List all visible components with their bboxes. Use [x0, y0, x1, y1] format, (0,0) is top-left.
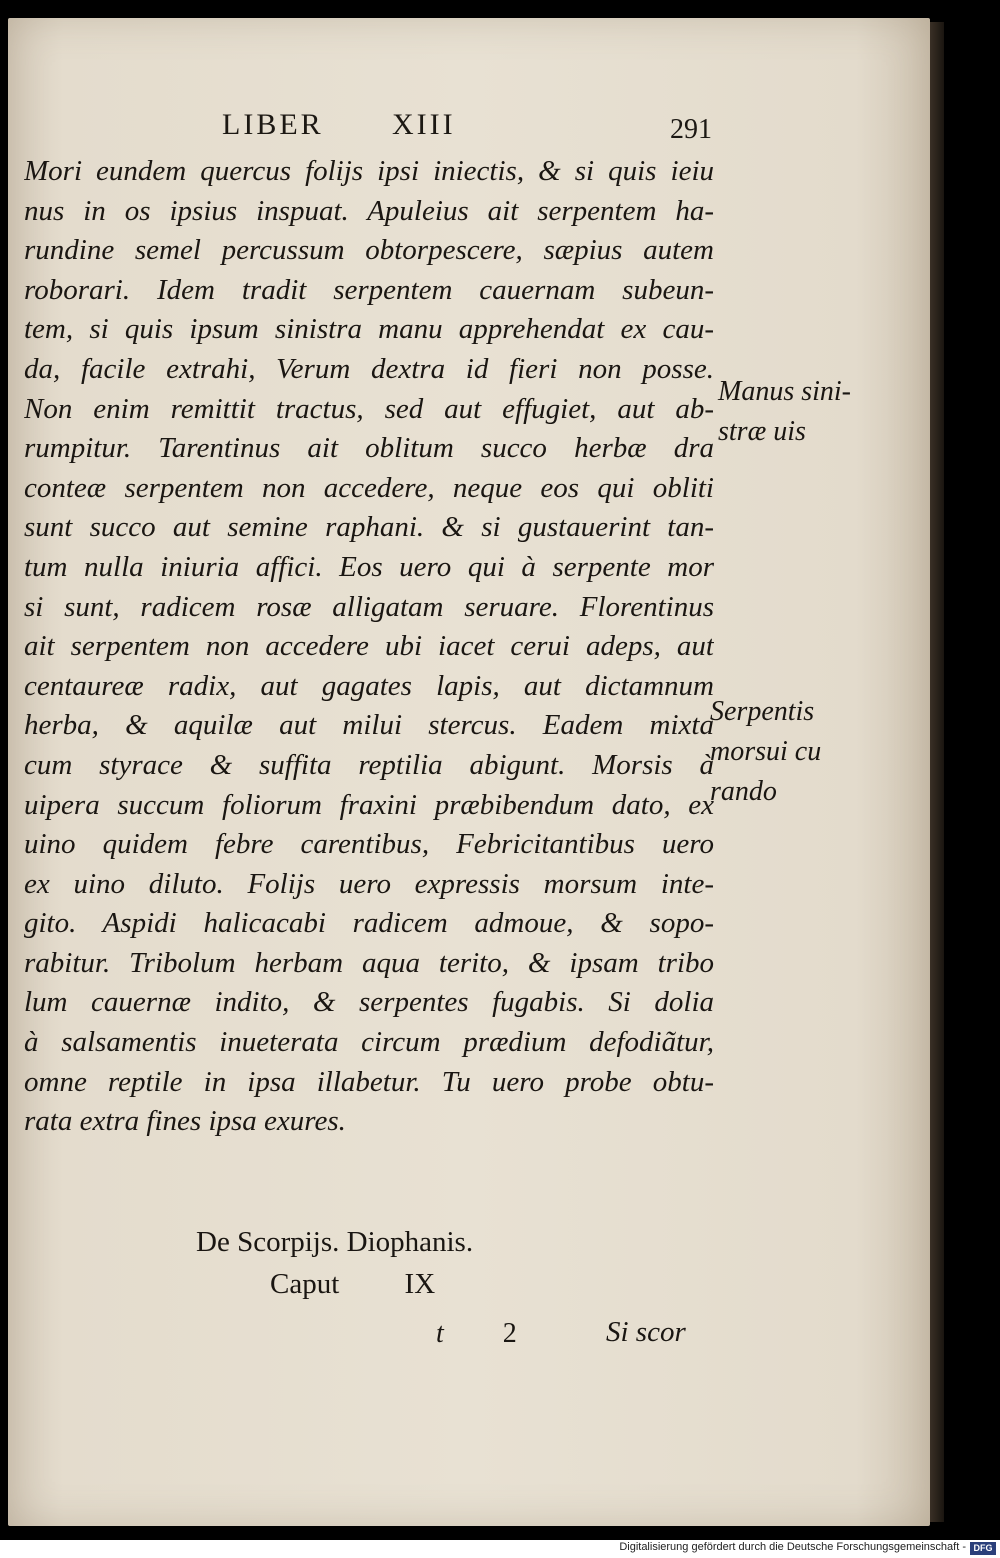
- text-line: Mori eundem quercus folijs ipsi iniectis, & si quis ieiu: [24, 155, 714, 187]
- text-line: uipera succum foliorum fraxini præbibendum dato, ex: [24, 788, 714, 821]
- signature-number: 2: [502, 1318, 517, 1349]
- catchword: Si scor: [606, 1316, 686, 1348]
- text-line: cum styrace & suffita reptilia abigunt. Morsis à: [24, 748, 714, 781]
- chapter-number: [270, 1268, 435, 1301]
- caput-label: Caput: [270, 1268, 340, 1300]
- dfg-logo-icon: DFG: [970, 1542, 996, 1555]
- signature-letter: t: [436, 1318, 444, 1349]
- text-line: sunt succo aut semine raphani. & si gustauerint tan-: [24, 511, 714, 544]
- header-liber: LIBER: [222, 108, 324, 141]
- text-line: rundine semel percussum obtorpescere, sæpius autem: [24, 234, 714, 267]
- signature-mark: [436, 1318, 517, 1350]
- marginal-note-line: morsui cu: [710, 736, 822, 767]
- marginal-note-manus: [718, 372, 851, 452]
- text-line: gito. Aspidi halicacabi radicem admoue, & sopo-: [24, 907, 714, 940]
- text-line: si sunt, radicem rosæ alligatam seruare. Florentinus: [24, 590, 714, 623]
- text-line: conteæ serpentem non accedere, neque eos qui obliti: [24, 471, 714, 504]
- text-line: herba, & aquilæ aut milui stercus. Eadem mixta: [24, 709, 714, 742]
- chapter-title: De Scorpijs. Diophanis.: [196, 1226, 474, 1258]
- footer-credit: Digitalisierung gefördert durch die Deutsche Forschungsgemeinschaft -: [619, 1541, 966, 1553]
- text-line: Non enim remittit tractus, sed aut effugiet, aut ab-: [24, 392, 714, 425]
- running-header: [222, 108, 712, 148]
- body-text: [24, 152, 714, 1142]
- marginal-note-serpentis: [710, 692, 821, 812]
- text-line: da, facile extrahi, Verum dextra id fieri non posse.: [24, 352, 714, 385]
- text-line: uino quidem febre carentibus, Febricitantibus uero: [24, 828, 714, 861]
- text-line: lum cauernæ indito, & serpentes fugabis. Si dolia: [24, 986, 714, 1019]
- text-line: à salsamentis inueterata circum prædium defodiãtur,: [24, 1026, 714, 1059]
- footer-bar: [0, 1540, 1000, 1558]
- header-book-number: XIII: [392, 108, 456, 141]
- caput-number: IX: [404, 1268, 436, 1300]
- page-number: 291: [670, 114, 712, 145]
- text-line: roborari. Idem tradit serpentem cauernam subeun-: [24, 273, 714, 306]
- text-line: rumpitur. Tarentinus ait oblitum succo herbæ dra: [24, 432, 714, 465]
- text-line: nus in os ipsius inspuat. Apuleius ait serpentem ha-: [24, 194, 714, 227]
- text-line: rata extra fines ipsa exures.: [24, 1105, 346, 1138]
- text-line: rabitur. Tribolum herbam aqua terito, & ipsam tribo: [24, 946, 714, 979]
- text-line: ex uino diluto. Folijs uero expressis morsum inte-: [24, 867, 714, 900]
- marginal-note-line: Manus sini-: [718, 376, 851, 407]
- text-line: centaureæ radix, aut gagates lapis, aut dictamnum: [24, 669, 714, 702]
- text-line: tem, si quis ipsum sinistra manu apprehendat ex cau-: [24, 313, 714, 346]
- marginal-note-line: Serpentis: [710, 696, 815, 727]
- text-line: ait serpentem non accedere ubi iacet cerui adeps, aut: [24, 630, 714, 663]
- text-line: tum nulla iniuria affici. Eos uero qui à serpente mor: [24, 550, 714, 583]
- text-line: omne reptile in ipsa illabetur. Tu uero probe obtu-: [24, 1065, 714, 1098]
- page-edge: [930, 22, 944, 1522]
- marginal-note-line: stræ uis: [718, 416, 806, 447]
- marginal-note-line: rando: [710, 776, 777, 807]
